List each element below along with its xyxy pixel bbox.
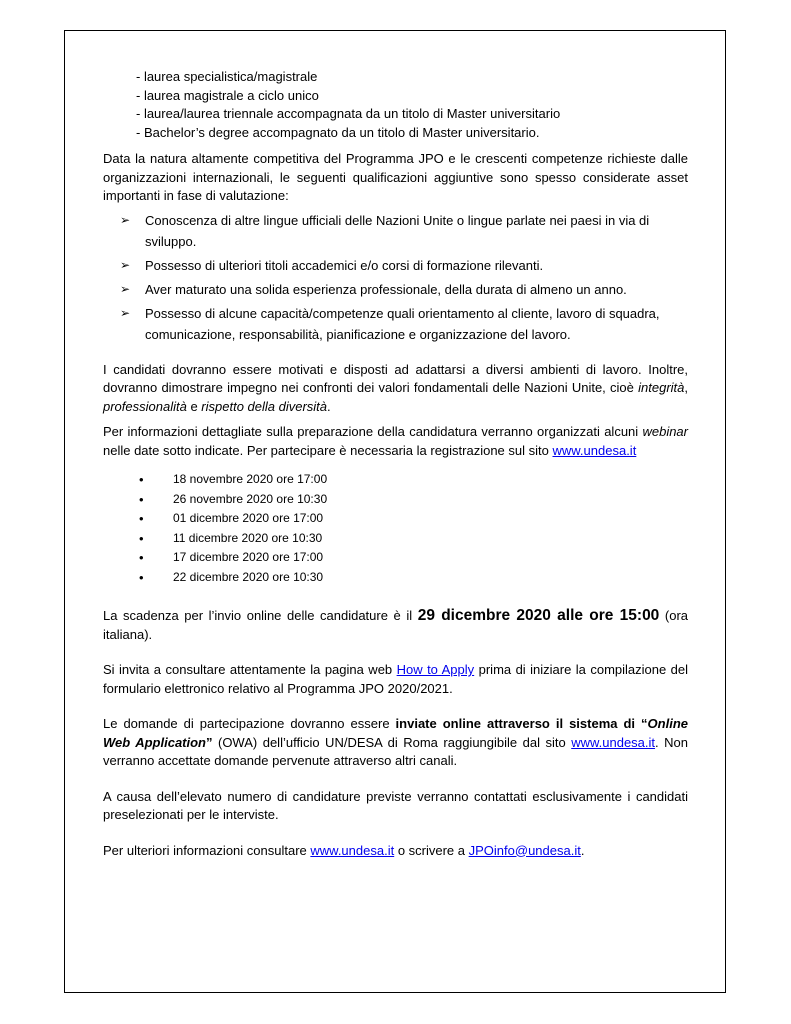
list-item: • 01 dicembre 2020 ore 17:00 (139, 511, 324, 526)
list-item: ➢ Possesso di ulteriori titoli accademici e/o corsi di formazione rilevanti. (103, 255, 688, 276)
list-item: • 22 dicembre 2020 ore 10:30 (139, 569, 324, 585)
webinar-paragraph: Per informazioni dettagliate sulla preparazione della candidatura verranno organizzati alcuni webinar nelle date sotto indicate. Per partecipare è necessaria la registrazione sul sito www.undesa.it (103, 424, 688, 458)
list-item: - laurea magistrale a ciclo unico (136, 87, 319, 103)
list-item: ➢ Aver maturato una solida esperienza professionale, della durata di almeno un anno. (103, 279, 688, 300)
degree-list (136, 68, 688, 142)
contact-paragraph: Per ulteriori informazioni consultare www.undesa.it o scrivere a JPOinfo@undesa.it. (103, 842, 585, 858)
arrow-bullet-icon: ➢ (120, 305, 131, 320)
undesa-link[interactable]: www.undesa.it (552, 442, 637, 458)
list-item: ➢ Conoscenza di altre lingue ufficiali delle Nazioni Unite o lingue parlate nei paesi in via di sviluppo. (103, 210, 688, 252)
preselection-paragraph: A causa dell’elevato numero di candidature previste verranno contattati esclusivamente i candidati preselezionati per le interviste. (103, 788, 688, 822)
assets-intro: Data la natura altamente competitiva del Programma JPO e le crescenti competenze richieste dalle organizzazioni internazionali, le seguenti qualificazioni aggiuntive sono spesso considerate asset importanti in fase di valutazione: (103, 151, 688, 203)
application-paragraph: Le domande di partecipazione dovranno essere inviate online attraverso il sistema di “Online Web Application” (OWA) dell’ufficio UN/DESA di Roma raggiungibile dal sito www.undesa.it. Non verranno accettate domande pervenute attraverso altri canali. (103, 716, 688, 768)
email-link[interactable]: JPOinfo@undesa.it (468, 842, 581, 858)
list-item: - laurea/laurea triennale accompagnata da un titolo di Master universitario (136, 106, 561, 121)
list-item: • 17 dicembre 2020 ore 17:00 (139, 550, 324, 565)
arrow-bullet-icon: ➢ (120, 212, 131, 227)
arrow-bullet-icon: ➢ (120, 257, 131, 272)
how-to-apply-link[interactable]: How to Apply (396, 662, 475, 677)
undesa-link[interactable]: www.undesa.it (310, 842, 395, 858)
list-item: - Bachelor’s degree accompagnato da un titolo di Master universitario. (136, 124, 540, 140)
list-item: • 26 novembre 2020 ore 10:30 (139, 491, 328, 507)
document-body (103, 68, 688, 860)
webinar-dates-list (103, 470, 688, 587)
list-item: • 18 novembre 2020 ore 17:00 (139, 472, 328, 487)
deadline-paragraph: La scadenza per l’invio online delle candidature è il 29 dicembre 2020 alle ore 15:00 (ora italiana). (103, 607, 689, 642)
undesa-link[interactable]: www.undesa.it (571, 734, 656, 750)
how-to-apply-paragraph: Si invita a consultare attentamente la pagina web How to Apply prima di iniziare la compilazione del formulario elettronico relativo al Programma JPO 2020/2021. (103, 662, 689, 696)
arrow-bullet-icon: ➢ (120, 281, 131, 296)
list-item: • 11 dicembre 2020 ore 10:30 (139, 530, 323, 546)
list-item: ➢ Possesso di alcune capacità/competenze quali orientamento al cliente, lavoro di squadra, comunicazione, responsabilità, pianificazione e organizzazione del lavoro. (103, 303, 688, 345)
list-item: - laurea specialistica/magistrale (136, 69, 318, 84)
assets-list (103, 210, 688, 345)
motivation-paragraph: I candidati dovranno essere motivati e disposti ad adattarsi a diversi ambienti di lavoro. Inoltre, dovranno dimostrare impegno nei confronti dei valori fondamentali delle Nazioni Unite, cioè integrità, professionalità e rispetto della diversità. (103, 361, 688, 414)
